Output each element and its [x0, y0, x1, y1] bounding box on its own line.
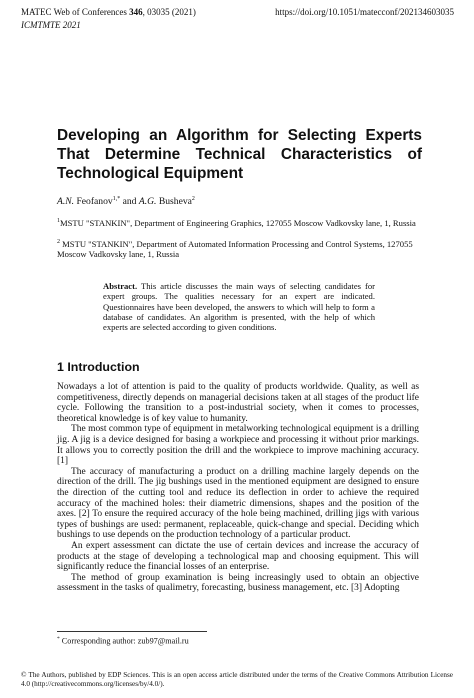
introduction-body: [57, 382, 419, 594]
section-heading-introduction: 1 Introduction: [57, 360, 140, 374]
affiliation-1-mark: 1: [57, 218, 60, 224]
journal-volume: 346: [129, 7, 143, 17]
author1-affiliation-mark: 1,*: [112, 196, 121, 202]
journal-name: MATEC Web of Conferences: [21, 7, 130, 17]
author2-initials: A.G.: [138, 196, 157, 208]
author-conjunction: and: [120, 196, 139, 208]
author-line: [57, 196, 195, 207]
author1-initials: A.N.: [57, 196, 75, 208]
paper-title: Developing an Algorithm for Selecting Experts That Determine Technical Characteristics of Technological Equipment: [57, 127, 422, 182]
running-header-journal: [21, 7, 196, 17]
paragraph: The most common type of equipment in metalworking technological equipment is a drilling jig. A jig is a device designed for basing a workpiece and processing it without prior markings. It allows you to correctly position the drill and the workpiece to improve machining accuracy. [1]: [57, 424, 419, 467]
affiliation-2-text: MSTU "STANKIN", Department of Automated Information Processing and Control Systems, 127055 Moscow Vadkovsky lane, 1, Russia: [57, 238, 413, 260]
affiliation-2-mark: 2: [57, 239, 60, 245]
affiliation-1-text: MSTU "STANKIN", Department of Engineering Graphics, 127055 Moscow Vadkovsky lane, 1, Russia: [60, 217, 416, 228]
author2-affiliation-mark: 2: [191, 196, 195, 202]
paragraph: An expert assessment can dictate the use of certain devices and increase the accuracy of products at the stage of developing a technological map and choosing equipment. This will significantly reduce the financial losses of an enterprise.: [57, 540, 419, 573]
paragraph: Nowadays a lot of attention is paid to the quality of products worldwide. Quality, as well as competitiveness, directly depends on managerial decisions taken at all stages of the product life cycle. Following the transition to a post-industrial society, when it comes to processes, theoretical knowledge is of key value to humanity.: [57, 382, 419, 424]
article-number: , 03035 (2021): [142, 7, 196, 17]
footnote-mark: *: [57, 636, 60, 642]
abstract-label: Abstract.: [103, 281, 138, 291]
conference-name: ICMTMTE 2021: [21, 20, 81, 30]
paragraph: The method of group examination is being increasingly used to obtain an objective assessment in the tasks of qualimetry, forecasting, business management, etc. [3] Adopting: [57, 572, 419, 594]
paragraph: The accuracy of manufacturing a product on a drilling machine largely depends on the direction of the drill. The jig bushings used in the mentioned equipment are designed to ensure the direction of the cutting tool and reduce its deflection in order to achieve the required accuracy of the machined holes: their diametric dimensions, shapes and the position of the axes. [2] To ensure the required accuracy of the hole being machined, drilling jigs with various types of bushings are used: permanent, replaceable, quick-change and special. Deciding which bushings to use depends on the production technology of a particular product.: [57, 466, 419, 541]
author1-name: Feofanov: [74, 196, 113, 208]
abstract-text: This article discusses the main ways of selecting candidates for expert groups. The qualities necessary for an expert are indicated. Questionnaires have been developed, the answers to which will help to form a database of candidates. An algorithm is presented, with the help of which experts are selected according to given conditions.: [103, 281, 375, 333]
license-notice: © The Authors, published by EDP Sciences. This is an open access article distributed under the terms of the Creative Commons Attribution License 4.0 (http://creativecommons.org/licenses/by/4.0/).: [21, 671, 453, 688]
abstract: [103, 281, 375, 332]
footnote: [57, 636, 189, 646]
affiliation-2: [57, 237, 422, 260]
author2-name: Busheva: [156, 196, 192, 208]
affiliation-1: [57, 216, 422, 228]
footnote-divider: [57, 631, 207, 632]
doi-link[interactable]: https://doi.org/10.1051/matecconf/202134603035: [275, 7, 454, 17]
corresponding-author-email: Corresponding author: zub97@mail.ru: [59, 636, 189, 646]
